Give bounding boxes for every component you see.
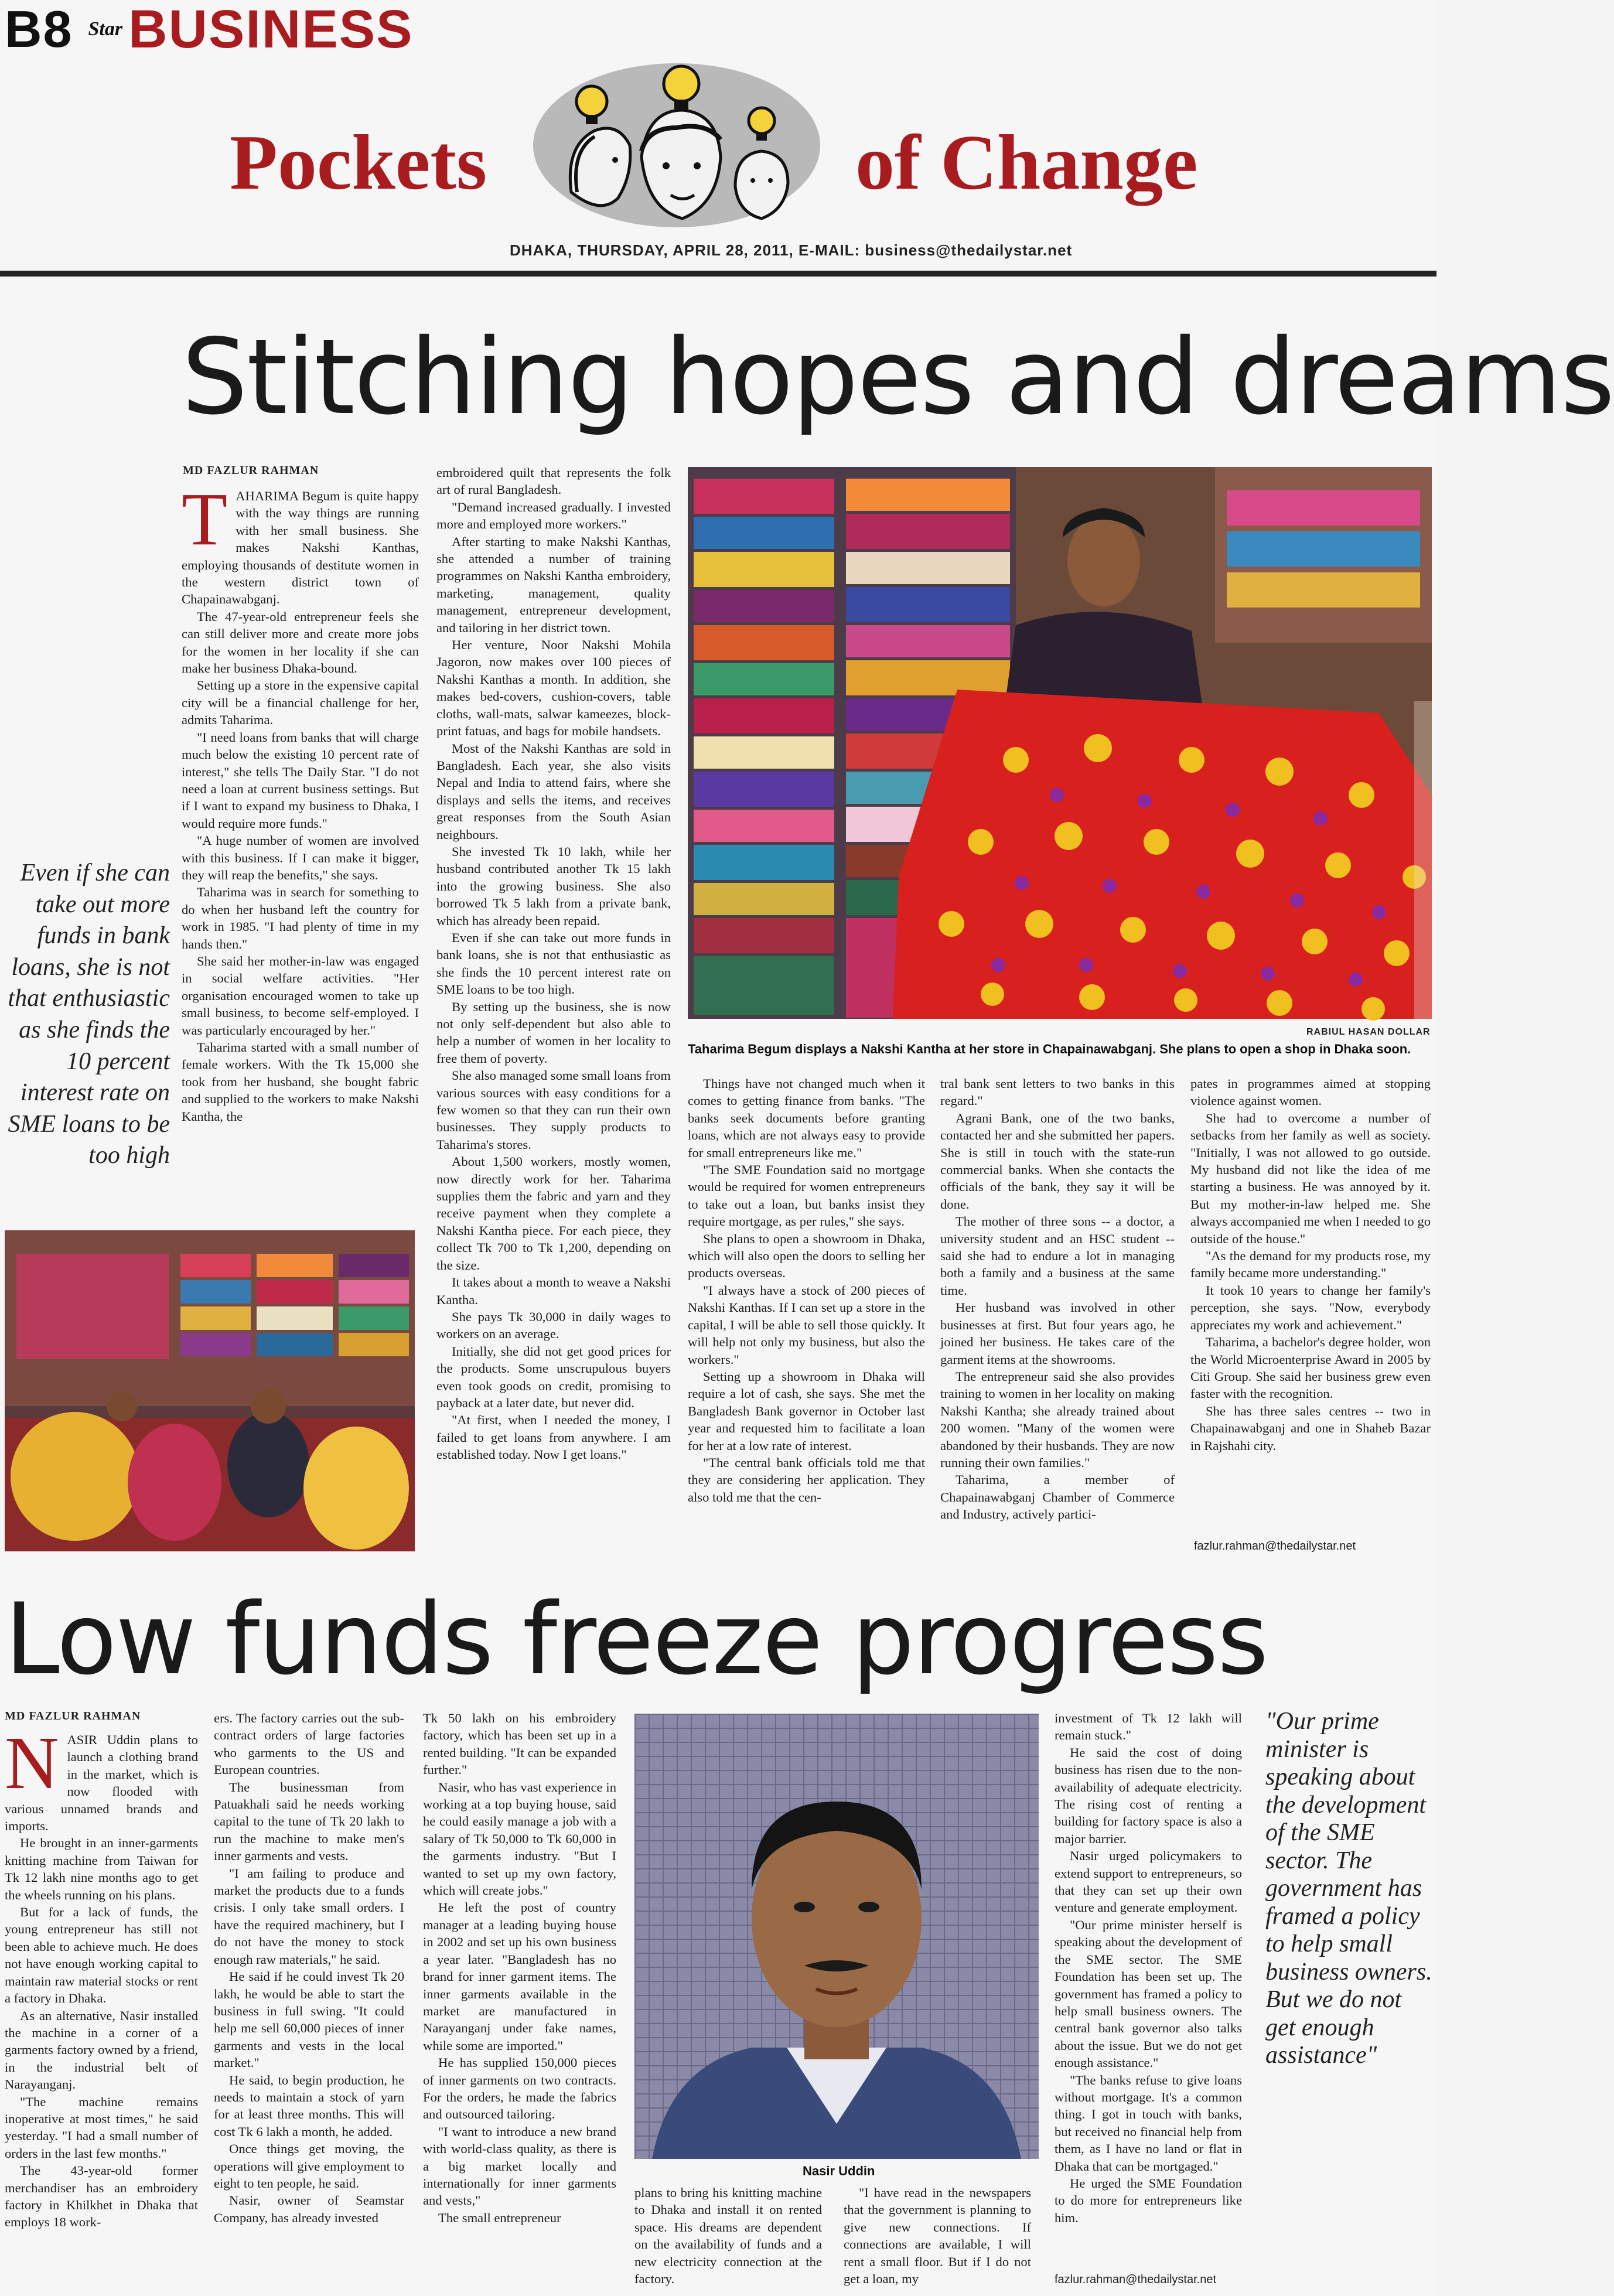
photo-nasir-uddin xyxy=(634,1714,1039,2159)
paragraph: Nasir, who has vast experience in working at a top buying house, said he could easily manage a job with a salary of Tk 50,000 to Tk 60,000 in the garments industry. "But I wanted to set up my own factory, which will create jobs." xyxy=(423,1779,616,1898)
paragraph: After starting to make Nakshi Kanthas, she attended a number of training programmes on Nakshi Kantha embroidery, marketing, management, quality management, entrepreneur development, and tailoring in her district town. xyxy=(436,534,671,635)
star-logo: Star xyxy=(88,18,123,40)
paragraph: "I always have a stock of 200 pieces of Nakshi Kanthas. If I can set up a store in the capital, I will be able to sell those quickly. It will help not only my business, but also the workers." xyxy=(688,1282,925,1367)
paragraph: He said the cost of doing business has risen due to the non-availability of adequate electricity. The rising cost of renting a building for factory space is also a major barrier. xyxy=(1055,1745,1242,1846)
paragraph: Her husband was involved in other businesses at first. But four years ago, he joined her business. He takes care of the garment items at the showrooms. xyxy=(940,1300,1175,1367)
paragraph: ers. The factory carries out the sub-contract orders of large factories who garments to the US and European countries. xyxy=(214,1711,404,1778)
story2-column-2 xyxy=(214,1710,404,2294)
page-number: B8 xyxy=(5,0,73,58)
photo-caption-story1: Taharima Begum displays a Nakshi Kantha at her store in Chapainawabganj. She plans to open a shop in Dhaka soon. xyxy=(688,1042,1411,1056)
byline-story2: MD FAZLUR RAHMAN xyxy=(5,1710,141,1722)
paragraph: Taharima, a bachelor's degree holder, won the World Microenterprise Award in 2005 by Citi Group. She said her business grew even faster with the recognition. xyxy=(1190,1335,1431,1401)
nakshi-kantha-quilt xyxy=(893,690,1432,1021)
paragraph: She has three sales centres -- two in Chapainawabganj and one in Shaheb Bazar in Rajshahi city. xyxy=(1190,1403,1431,1453)
paragraph: By setting up the business, she is now not only self-dependent but also able to help a number of women in her locality to free them of poverty. xyxy=(436,999,671,1066)
paragraph: Even if she can take out more funds in bank loans, she is not that enthusiastic as she finds the 10 percent interest rate on SME loans to be too high. xyxy=(436,930,671,997)
paragraph: The entrepreneur said she also provides training to women in her locality on making Nakshi Kantha; she already trained about 200 women. "Many of the women were abandoned by their husbands. They are now running their own families." xyxy=(940,1369,1175,1470)
paragraph: She said her mother-in-law was engaged in social welfare activities. "Her organisation encouraged women to take up small business, to become self-employed. I was particularly encouraged by her." xyxy=(182,953,419,1038)
headline-story2: Low funds freeze progress xyxy=(5,1582,1268,1697)
story2-column-3 xyxy=(423,1710,616,2294)
masthead-right: of Change xyxy=(855,119,1198,206)
paragraph: But for a lack of funds, the young entrepreneur has still not been able to achieve much. He does not have enough working capital to maintain raw material stocks or rent a factory in Dhaka. xyxy=(5,1905,198,2006)
paragraph: plans to bring his knitting machine to Dhaka and install it on rented space. His dreams are dependent on the availability of funds and a new electricity connection at the factory. xyxy=(634,2185,822,2287)
paragraph: Taharima was in search for something to do when her husband left the country for work in 1985. "I had plenty of time in my hands then." xyxy=(182,885,419,951)
paragraph: "A huge number of women are involved with this business. If I can make it bigger, they will reap the benefits," she says. xyxy=(182,833,419,882)
story2-column-1 xyxy=(5,1721,198,2294)
paragraph: She invested Tk 10 lakh, while her husband contributed another Tk 15 lakh into the growing business. She also borrowed Tk 5 lakh from a private bank, which has already been repaid. xyxy=(436,844,671,928)
paragraph: Setting up a store in the expensive capital city will be a financial challenge for her, admits Taharima. xyxy=(182,678,419,728)
paragraph: Agrani Bank, one of the two banks, contacted her and she submitted her papers. She is still in touch with the state-run commercial banks. When she contacts the officials of the bank, they say it will be done. xyxy=(940,1110,1175,1212)
paragraph: "I want to introduce a new brand with world-class quality, as there is a big market locally and internationally for inner garments and vests," xyxy=(423,2124,616,2208)
story1-column-1 xyxy=(182,477,419,1205)
section-name: BUSINESS xyxy=(128,0,414,59)
paragraph: Initially, she did not get good prices for the products. Some unscrupulous buyers even took goods on credit, promising to payback at a later date, but never did. xyxy=(436,1343,671,1410)
paragraph: Taharima started with a small number of female workers. With the Tk 15,000 she took from her husband, she bought fabric and supplied to the workers to make Nakshi Kantha, the xyxy=(182,1040,419,1124)
paragraph: "I have read in the newspapers that the government is planning to give new connections. If connections are available, I will rent a small floor. But if I do not get a loan, my xyxy=(844,2185,1031,2287)
paragraph: He brought in an inner-garments knitting machine from Taiwan for Tk 12 lakh nine months ago to get the wheels running on his plans. xyxy=(5,1836,198,1902)
paragraph: She also managed some small loans from various sources with easy conditions for a few women so that they can run their own businesses. They supply products to Taharima's stores. xyxy=(436,1068,671,1152)
paragraph: tral bank sent letters to two banks in this regard." xyxy=(940,1076,1175,1108)
paragraph: Tk 50 lakh on his embroidery factory, which has been set up in a rented building. "It can be expanded further." xyxy=(423,1711,616,1778)
dateline: DHAKA, THURSDAY, APRIL 28, 2011, E-MAIL: business@thedailystar.net xyxy=(510,241,1073,259)
author-email-story2: fazlur.rahman@thedailystar.net xyxy=(1055,2273,1217,2286)
paragraph: Her venture, Noor Nakshi Mohila Jagoron, now makes over 100 pieces of Nakshi Kanthas a month. In addition, she makes bed-covers, cushion-covers, table cloths, wall-mats, salwar kameezes, block-print fatuas, and bags for mobile handsets. xyxy=(436,637,671,739)
paragraph: About 1,500 workers, mostly women, now directly work for her. Taharima supplies them the fabric and yarn and they receive payment when they complete a Nakshi Kantha piece. For each piece, they collect Tk 700 to Tk 1,200, depending on the size. xyxy=(436,1154,671,1272)
photo-workshop xyxy=(5,1230,415,1551)
paragraph: "Our prime minister herself is speaking about the development of the SME sector. The SME Foundation has been set up. The government has framed a policy to help small business owners. The central bank governor also talks about the issue. But we do not get enough assistance." xyxy=(1055,1917,1242,2070)
paragraph: The businessman from Patuakhali said he needs working capital to the tune of Tk 20 lakh to run the machine to make men's inner garments and vests. xyxy=(214,1779,404,1864)
paragraph: As an alternative, Nasir installed the machine in a corner of a garments factory owned by a friend, in the industrial belt of Narayanganj. xyxy=(5,2008,198,2092)
paragraph: Setting up a showroom in Dhaka will require a lot of cash, she says. She met the Bangladesh Bank governor in October last year and requested him to facilitate a loan for her at a low rate of interest. xyxy=(688,1369,925,1453)
paragraph: "As the demand for my products rose, my family became more understanding." xyxy=(1190,1248,1431,1281)
story1-column-5 xyxy=(1190,1075,1431,1532)
paragraph: Once things get moving, the operations will give employment to eight to ten people, he said. xyxy=(214,2141,404,2191)
masthead-left: Pockets xyxy=(230,119,487,206)
paragraph: She plans to open a showroom in Dhaka, which will also open the doors to selling her products overseas. xyxy=(688,1231,925,1281)
paragraph: "The banks refuse to give loans without mortgage. It's a common thing. I got in touch with banks, but received no financial help from them, as I have no land or flat in Dhaka that can be mortgaged." xyxy=(1055,2072,1242,2174)
paragraph: Nasir, owner of Seamstar Company, has already invested xyxy=(214,2193,404,2225)
paragraph: AHARIMA Begum is quite happy with the way things are running with her small business. She makes Nakshi Kanthas, employing thousands of destitute women in the western district town of Chapainawabganj. xyxy=(182,489,419,607)
paragraph: "I am failing to produce and market the products due to a funds crisis. I only take small orders. I have the required machinery, but I do not have the money to stock enough raw materials," he said. xyxy=(214,1865,404,1967)
story1-column-2 xyxy=(436,464,671,1558)
paragraph: He urged the SME Foundation to do more for entrepreneurs like him. xyxy=(1055,2175,1242,2225)
paragraph: He left the post of country manager at a leading buying house in 2002 and set up his own business a year later. "Bangladesh has no brand for inner garment items. The inner garments available in the market are manufactured in Narayanganj under fake names, while some are imported." xyxy=(423,1900,616,2053)
paragraph: He said if he could invest Tk 20 lakh, he would be able to start the business in full swing. "It could help me sell 60,000 pieces of inner garments and vests in the local market." xyxy=(214,1969,404,2070)
dropcap: T xyxy=(182,477,228,561)
story2-column-4 xyxy=(634,2184,822,2294)
paragraph: The 43-year-old former merchandiser has an embroidery factory in Khilkhet in Dhaka that employs 18 work- xyxy=(5,2163,198,2230)
paragraph: The 47-year-old entrepreneur feels she can still deliver more and create more jobs for the women in her locality if she can make her business Dhaka-bound. xyxy=(182,609,419,676)
paragraph: embroidered quilt that represents the folk art of rural Bangladesh. xyxy=(436,465,671,497)
paragraph: pates in programmes aimed at stopping violence against women. xyxy=(1190,1076,1431,1108)
paragraph: He has supplied 150,000 pieces of inner garments on two contracts. For the orders, he made the fabrics and outsourced tailoring. xyxy=(423,2055,616,2122)
story1-column-3 xyxy=(688,1075,925,1557)
paragraph: "Demand increased gradually. I invested more and employed more workers." xyxy=(436,499,671,532)
paragraph: "I need loans from banks that will charge much below the existing 10 percent rate of interest," she tells The Daily Star. "I do not need a loan at current business settings. But if I want to expand my business to Dhaka, I would require more funds." xyxy=(182,729,419,831)
paragraph: The mother of three sons -- a doctor, a university student and an HSC student -- said she had to endure a lot in managing both a family and a business at the same time. xyxy=(940,1214,1175,1298)
paragraph: It took 10 years to change her family's perception, she says. "Now, everybody appreciates my work and achievement." xyxy=(1190,1282,1431,1332)
photo-caption-story2: Nasir Uddin xyxy=(803,2164,875,2178)
paragraph: Nasir urged policymakers to extend support to entrepreneurs, so that they can set up their own venture and generate employment. xyxy=(1055,1848,1242,1915)
headline-story1: Stitching hopes and dreams xyxy=(182,316,1614,438)
photo-credit: RABIUL HASAN DOLLAR xyxy=(1306,1027,1431,1037)
byline-story1: MD FAZLUR RAHMAN xyxy=(183,464,319,477)
masthead-rule xyxy=(0,271,1436,277)
paragraph: "At first, when I needed the money, I failed to get loans from anywhere. I am established today. Now I get loans." xyxy=(436,1413,671,1462)
story2-column-5 xyxy=(844,2184,1031,2294)
paragraph: ASIR Uddin plans to launch a clothing brand in the market, which is now flooded with various unnamed brands and imports. xyxy=(5,1732,198,1834)
paragraph: Most of the Nakshi Kanthas are sold in Bangladesh. Each year, she also visits Nepal and India to attend fairs, where she displays and sells the items, and receives great responses from the South Asian neighbours. xyxy=(436,741,671,842)
paragraph: She had to overcome a number of setbacks from her family as well as society. "Initially, I was not allowed to go outside. My husband did not like the idea of me starting a business. He was annoyed by it. But my mother-in-law helped me. She always accompanied me when I needed to go outside of the house." xyxy=(1190,1110,1431,1246)
paragraph: It takes about a month to weave a Nakshi Kantha. xyxy=(436,1275,671,1307)
paragraph: He said, to begin production, he needs to maintain a stock of yarn for at least three months. This will cost Tk 6 lakh a month, he added. xyxy=(214,2072,404,2139)
paragraph: The small entrepreneur xyxy=(438,2210,561,2225)
story1-column-4 xyxy=(940,1075,1175,1557)
masthead-illustration xyxy=(530,57,823,233)
pull-quote-story2: "Our prime minister is speaking about the development of the SME sector. The government has framed a policy to help small business owners. But we do not get enough assistance" xyxy=(1265,1708,1432,2069)
dropcap: N xyxy=(5,1721,59,1804)
author-email-story1: fazlur.rahman@thedailystar.net xyxy=(1194,1540,1356,1553)
pull-quote-story1: Even if she can take out more funds in bank loans, she is not that enthusiastic as she finds the 10 percent interest rate on SME loans to be too high xyxy=(8,859,170,1169)
paragraph: "The central bank officials told me that they are considering her application. They also told me that the cen- xyxy=(688,1455,925,1504)
paragraph: Taharima, a member of Chapainawabganj Chamber of Commerce and Industry, actively partici- xyxy=(940,1472,1175,1522)
paragraph: She pays Tk 30,000 in daily wages to workers on an average. xyxy=(436,1309,671,1342)
page-tag xyxy=(5,0,413,59)
photo-nakshi-kantha xyxy=(688,467,1432,1019)
paragraph: "The machine remains inoperative at most times," he said yesterday. "I had a small number of orders in the last few months." xyxy=(5,2094,198,2161)
paragraph: investment of Tk 12 lakh will remain stuck." xyxy=(1055,1711,1242,1743)
paragraph: Things have not changed much when it comes to getting finance from banks. "The banks seek documents before granting loans, which are not always easy to provide for small entrepreneurs like me." xyxy=(688,1076,925,1160)
story2-column-6 xyxy=(1055,1710,1242,2266)
paragraph: "The SME Foundation said no mortgage would be required for women entrepreneurs to take out a loan, but banks insist they require mortgage, as per rules," she says. xyxy=(688,1162,925,1229)
face-right xyxy=(735,151,788,219)
